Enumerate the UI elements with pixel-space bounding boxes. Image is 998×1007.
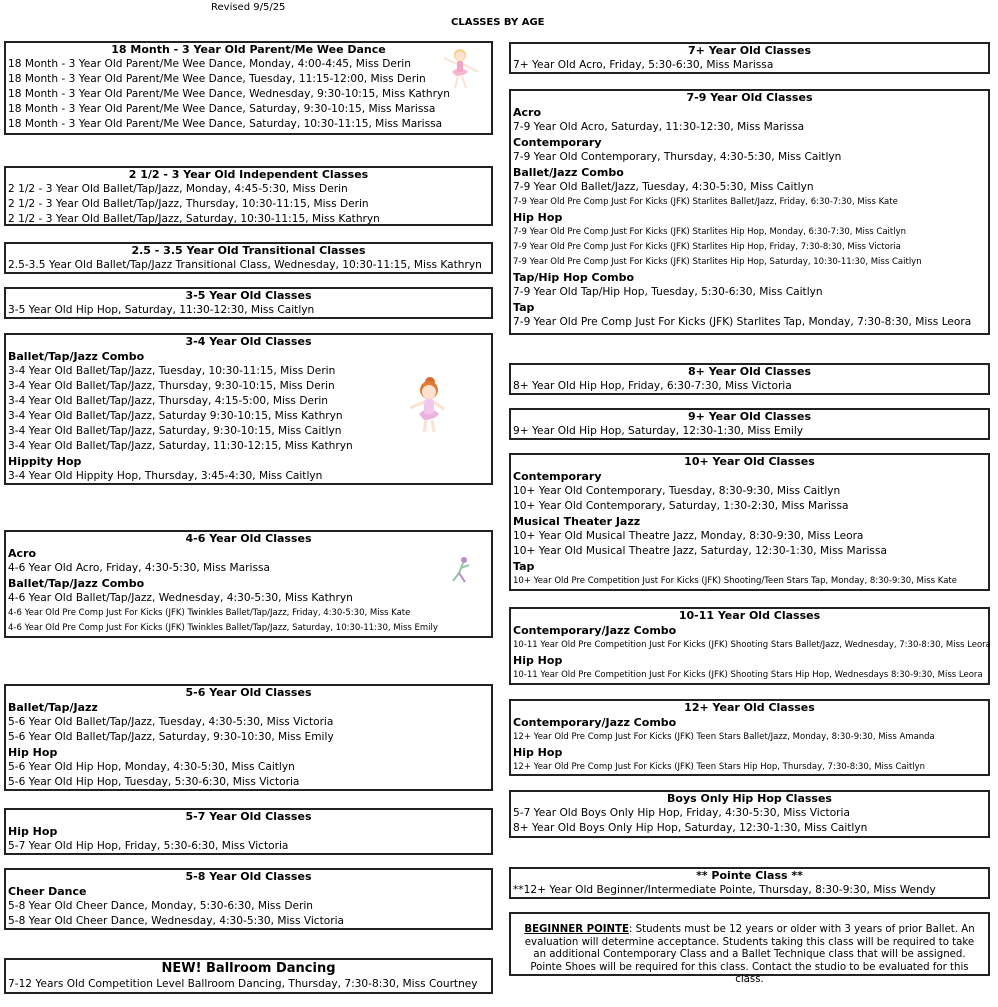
- class-listing: 3-4 Year Old Ballet/Tap/Jazz, Saturday, 9:30-10:15, Miss Caitlyn: [8, 425, 342, 437]
- class-listing: 5-6 Year Old Ballet/Tap/Jazz, Tuesday, 4:30-5:30, Miss Victoria: [8, 716, 334, 728]
- class-box-5-7y: [4, 808, 493, 855]
- class-listing: 7-9 Year Old Contemporary, Thursday, 4:30-5:30, Miss Caitlyn: [513, 151, 842, 163]
- class-box-ballroom: [4, 958, 493, 994]
- section-heading: Acro: [513, 106, 542, 119]
- class-listing: 3-4 Year Old Ballet/Tap/Jazz, Thursday, 9:30-10:15, Miss Derin: [8, 380, 335, 392]
- section-heading: Hip Hop: [8, 746, 58, 759]
- class-listing: 7+ Year Old Acro, Friday, 5:30-6:30, Miss Marissa: [513, 59, 774, 71]
- box-title: Boys Only Hip Hop Classes: [667, 792, 832, 805]
- class-box-7-9y: [509, 89, 990, 335]
- class-box-12plus: [509, 699, 990, 776]
- box-title: 5-6 Year Old Classes: [185, 686, 312, 699]
- box-title: 4-6 Year Old Classes: [185, 532, 312, 545]
- class-listing: 5-7 Year Old Hip Hop, Friday, 5:30-6:30, Miss Victoria: [8, 840, 289, 852]
- class-listing: 5-6 Year Old Ballet/Tap/Jazz, Saturday, 9:30-10:30, Miss Emily: [8, 731, 334, 743]
- box-title: 2 1/2 - 3 Year Old Independent Classes: [128, 168, 369, 181]
- box-title: 7+ Year Old Classes: [688, 44, 811, 57]
- class-listing: 18 Month - 3 Year Old Parent/Me Wee Dance, Wednesday, 9:30-10:15, Miss Kathryn: [8, 88, 450, 100]
- box-title: 5-7 Year Old Classes: [185, 810, 312, 823]
- section-heading: Hippity Hop: [8, 455, 82, 468]
- class-box-10-11y: [509, 607, 990, 685]
- class-listing: 2 1/2 - 3 Year Old Ballet/Tap/Jazz, Monday, 4:45-5:30, Miss Derin: [8, 183, 348, 195]
- box-title: ** Pointe Class **: [696, 869, 803, 882]
- class-listing: 7-9 Year Old Ballet/Jazz, Tuesday, 4:30-5:30, Miss Caitlyn: [513, 181, 814, 193]
- class-listing: 5-6 Year Old Hip Hop, Tuesday, 5:30-6:30, Miss Victoria: [8, 776, 300, 788]
- class-listing: 3-4 Year Old Hippity Hop, Thursday, 3:45-4:30, Miss Caitlyn: [8, 470, 323, 482]
- class-box-3-5y: [4, 287, 493, 319]
- class-listing: 5-8 Year Old Cheer Dance, Monday, 5:30-6:30, Miss Derin: [8, 900, 314, 912]
- box-title: 3-5 Year Old Classes: [185, 289, 312, 302]
- box-title: NEW! Ballroom Dancing: [161, 961, 336, 976]
- class-listing: 10+ Year Old Musical Theatre Jazz, Monday, 8:30-9:30, Miss Leora: [513, 530, 864, 542]
- class-listing: 5-7 Year Old Boys Only Hip Hop, Friday, 4:30-5:30, Miss Victoria: [513, 807, 850, 819]
- class-listing: 10+ Year Old Musical Theatre Jazz, Saturday, 12:30-1:30, Miss Marissa: [513, 545, 887, 557]
- class-listing: 7-9 Year Old Pre Comp Just For Kicks (JFK) Starlites Ballet/Jazz, Friday, 6:30-7:30, Miss Kate: [513, 197, 898, 207]
- class-box-pointe: [509, 867, 990, 899]
- class-listing: 3-4 Year Old Ballet/Tap/Jazz, Saturday, 11:30-12:15, Miss Kathryn: [8, 440, 353, 452]
- class-box-2half-3y: [4, 166, 493, 226]
- class-listing: 7-9 Year Old Pre Comp Just For Kicks (JFK) Starlites Hip Hop, Saturday, 10:30-11:30, Miss Caitlyn: [513, 257, 922, 267]
- section-heading: Contemporary: [513, 470, 602, 483]
- note-text: : Students must be 12 years or older with 3 years of prior Ballet. An evaluation will determine acceptance. Students taking this class will be required to take an additional Contemporary Class and a Ballet Technique class that will be assigned. Pointe Shoes will be required for this class. Contact the studio to be evaluated for this class.: [524, 924, 975, 985]
- class-listing: 3-5 Year Old Hip Hop, Saturday, 11:30-12:30, Miss Caitlyn: [8, 304, 315, 316]
- class-listing: 10-11 Year Old Pre Competition Just For Kicks (JFK) Shooting Stars Hip Hop, Wednesdays 8:30-9:30, Miss Leora: [513, 670, 983, 680]
- class-listing: 2 1/2 - 3 Year Old Ballet/Tap/Jazz, Thursday, 10:30-11:15, Miss Derin: [8, 198, 369, 210]
- class-listing: 7-9 Year Old Acro, Saturday, 11:30-12:30, Miss Marissa: [513, 121, 805, 133]
- class-box-9plus: [509, 408, 990, 440]
- class-listing: 7-9 Year Old Pre Comp Just For Kicks (JFK) Starlites Tap, Monday, 7:30-8:30, Miss Leora: [513, 316, 972, 328]
- class-listing: 18 Month - 3 Year Old Parent/Me Wee Dance, Saturday, 9:30-10:15, Miss Marissa: [8, 103, 436, 115]
- box-title: 5-8 Year Old Classes: [185, 870, 312, 883]
- class-box-10plus: [509, 453, 990, 591]
- section-heading: Musical Theater Jazz: [513, 515, 641, 528]
- class-box-5-8y: [4, 868, 493, 930]
- class-box-8plus: [509, 363, 990, 395]
- box-title: 7-9 Year Old Classes: [686, 91, 813, 104]
- dancer-girl-icon: [404, 374, 454, 436]
- class-listing: 18 Month - 3 Year Old Parent/Me Wee Dance, Monday, 4:00-4:45, Miss Derin: [8, 58, 411, 70]
- section-heading: Acro: [8, 547, 37, 560]
- class-box-4-6y: [4, 530, 493, 638]
- section-heading: Hip Hop: [513, 746, 563, 759]
- class-listing: 10+ Year Old Pre Competition Just For Kicks (JFK) Shooting/Teen Stars Tap, Monday, 8:30-9:30, Miss Kate: [513, 576, 957, 586]
- class-listing: 2 1/2 - 3 Year Old Ballet/Tap/Jazz, Saturday, 10:30-11:15, Miss Kathryn: [8, 213, 380, 225]
- class-box-boys-hiphop: [509, 790, 990, 838]
- box-title: 8+ Year Old Classes: [688, 365, 811, 378]
- class-listing: 9+ Year Old Hip Hop, Saturday, 12:30-1:30, Miss Emily: [513, 425, 804, 437]
- box-title: 10-11 Year Old Classes: [678, 609, 821, 622]
- section-heading: Cheer Dance: [8, 885, 87, 898]
- ballerina-icon: [438, 46, 484, 92]
- class-listing: 7-9 Year Old Pre Comp Just For Kicks (JFK) Starlites Hip Hop, Friday, 7:30-8:30, Miss Victoria: [513, 242, 901, 252]
- section-heading: Ballet/Tap/Jazz: [8, 701, 98, 714]
- class-listing: 8+ Year Old Hip Hop, Friday, 6:30-7:30, Miss Victoria: [513, 380, 792, 392]
- class-box-18m-3y: [4, 41, 493, 135]
- box-title: 18 Month - 3 Year Old Parent/Me Wee Dance: [111, 43, 386, 56]
- class-listing: **12+ Year Old Beginner/Intermediate Pointe, Thursday, 8:30-9:30, Miss Wendy: [513, 884, 936, 896]
- class-box-2-5-3-5y: [4, 242, 493, 274]
- class-listing: 4-6 Year Old Pre Comp Just For Kicks (JFK) Twinkles Ballet/Tap/Jazz, Saturday, 10:30-11:30, Miss Emily: [8, 623, 438, 633]
- class-box-5-6y: [4, 684, 493, 791]
- section-heading: Contemporary/Jazz Combo: [513, 716, 677, 729]
- class-listing: 4-6 Year Old Ballet/Tap/Jazz, Wednesday, 4:30-5:30, Miss Kathryn: [8, 592, 353, 604]
- class-listing: 2.5-3.5 Year Old Ballet/Tap/Jazz Transitional Class, Wednesday, 10:30-11:15, Miss Kathryn: [8, 259, 482, 271]
- section-heading: Hip Hop: [513, 654, 563, 667]
- note-heading: BEGINNER POINTE: [524, 924, 629, 935]
- box-title: 9+ Year Old Classes: [688, 410, 811, 423]
- class-listing: 12+ Year Old Pre Comp Just For Kicks (JFK) Teen Stars Hip Hop, Thursday, 7:30-8:30, Miss Caitlyn: [513, 762, 926, 772]
- class-listing: 18 Month - 3 Year Old Parent/Me Wee Dance, Saturday, 10:30-11:15, Miss Marissa: [8, 118, 443, 130]
- class-listing: 7-9 Year Old Tap/Hip Hop, Tuesday, 5:30-6:30, Miss Caitlyn: [513, 286, 823, 298]
- class-listing: 10+ Year Old Contemporary, Saturday, 1:30-2:30, Miss Marissa: [513, 500, 849, 512]
- section-heading: Tap: [513, 301, 535, 314]
- class-box-7plus: [509, 42, 990, 74]
- section-heading: Hip Hop: [8, 825, 58, 838]
- class-listing: 10+ Year Old Contemporary, Tuesday, 8:30-9:30, Miss Caitlyn: [513, 485, 841, 497]
- class-listing: 4-6 Year Old Acro, Friday, 4:30-5:30, Miss Marissa: [8, 562, 270, 574]
- section-heading: Tap: [513, 560, 535, 573]
- class-listing: 7-12 Years Old Competition Level Ballroom Dancing, Thursday, 7:30-8:30, Miss Courtney: [8, 978, 478, 990]
- class-listing: 5-6 Year Old Hip Hop, Monday, 4:30-5:30, Miss Caitlyn: [8, 761, 295, 773]
- box-title: 10+ Year Old Classes: [684, 455, 815, 468]
- section-heading: Tap/Hip Hop Combo: [513, 271, 635, 284]
- class-listing: 8+ Year Old Boys Only Hip Hop, Saturday, 12:30-1:30, Miss Caitlyn: [513, 822, 868, 834]
- leaping-dancer-icon: [449, 555, 473, 585]
- section-heading: Ballet/Jazz Combo: [513, 166, 624, 179]
- class-listing: 3-4 Year Old Ballet/Tap/Jazz, Thursday, 4:15-5:00, Miss Derin: [8, 395, 329, 407]
- section-heading: Ballet/Tap/Jazz Combo: [8, 577, 145, 590]
- section-heading: Hip Hop: [513, 211, 563, 224]
- class-listing: 18 Month - 3 Year Old Parent/Me Wee Dance, Tuesday, 11:15-12:00, Miss Derin: [8, 73, 426, 85]
- page-title: CLASSES BY AGE: [451, 17, 545, 28]
- box-title: 2.5 - 3.5 Year Old Transitional Classes: [131, 244, 366, 257]
- class-listing: 5-8 Year Old Cheer Dance, Wednesday, 4:30-5:30, Miss Victoria: [8, 915, 345, 927]
- class-listing: 3-4 Year Old Ballet/Tap/Jazz, Tuesday, 10:30-11:15, Miss Derin: [8, 365, 336, 377]
- section-heading: Ballet/Tap/Jazz Combo: [8, 350, 145, 363]
- class-listing: 4-6 Year Old Pre Comp Just For Kicks (JFK) Twinkles Ballet/Tap/Jazz, Friday, 4:30-5:30, Miss Kate: [8, 608, 411, 618]
- class-listing: 10-11 Year Old Pre Competition Just For Kicks (JFK) Shooting Stars Ballet/Jazz, Wednesday, 7:30-8:30, Miss Leora: [513, 640, 991, 650]
- revised-date: Revised 9/5/25: [211, 2, 286, 13]
- beginner-pointe-note: [509, 912, 990, 985]
- box-title: 3-4 Year Old Classes: [185, 335, 312, 348]
- class-listing: 12+ Year Old Pre Comp Just For Kicks (JFK) Teen Stars Ballet/Jazz, Monday, 8:30-9:30, Miss Amanda: [513, 732, 935, 742]
- box-title: 12+ Year Old Classes: [684, 701, 815, 714]
- section-heading: Contemporary: [513, 136, 602, 149]
- class-listing: 3-4 Year Old Ballet/Tap/Jazz, Saturday 9:30-10:15, Miss Kathryn: [8, 410, 343, 422]
- section-heading: Contemporary/Jazz Combo: [513, 624, 677, 637]
- class-listing: 7-9 Year Old Pre Comp Just For Kicks (JFK) Starlites Hip Hop, Monday, 6:30-7:30, Miss Caitlyn: [513, 227, 907, 237]
